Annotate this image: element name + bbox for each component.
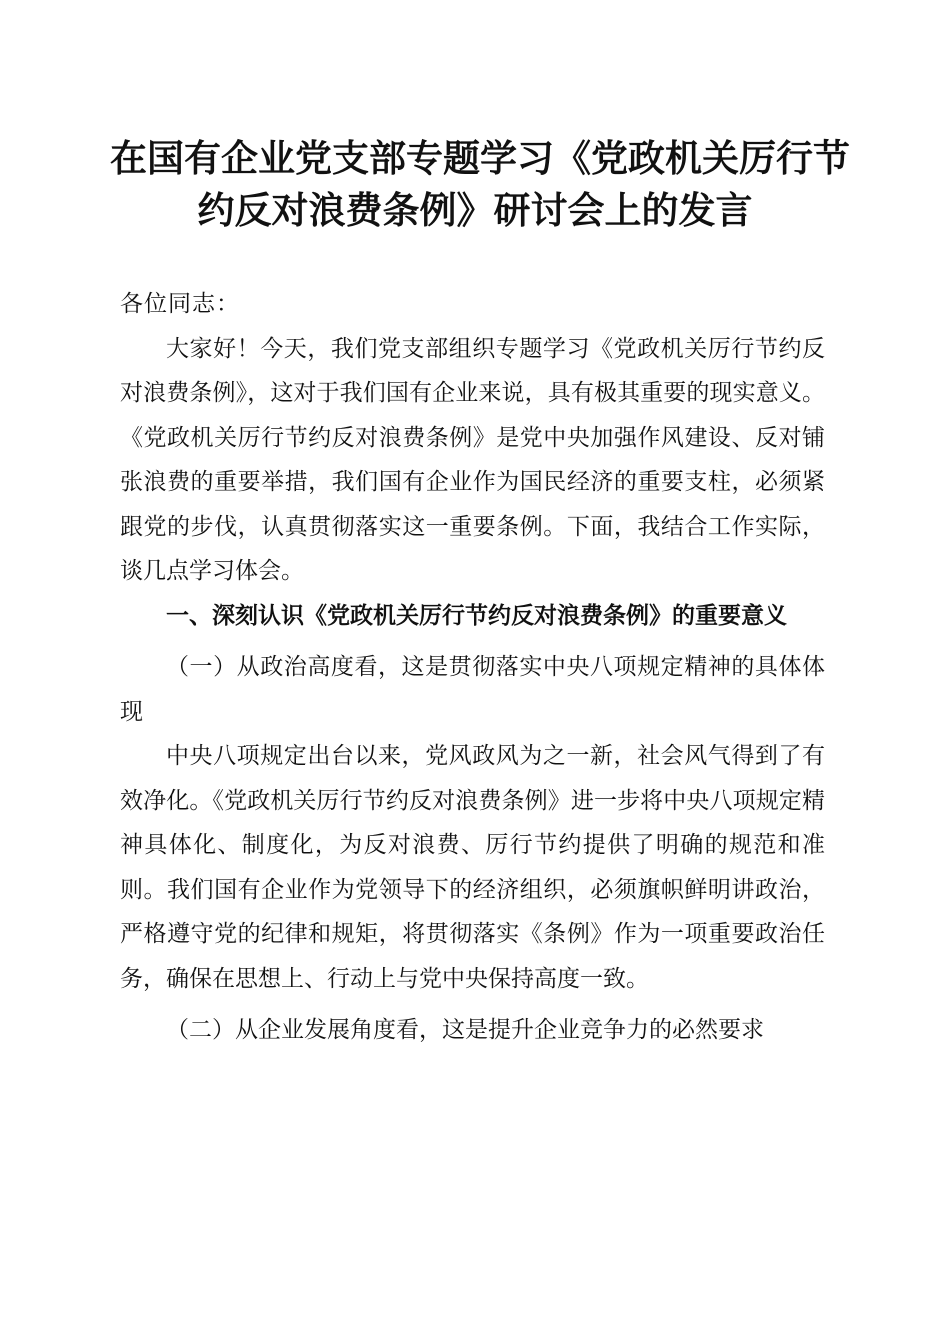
subsection-1-paragraph: 中央八项规定出台以来，党风政风为之一新，社会风气得到了有效净化。《党政机关厉行节约反对浪费条例》进一步将中央八项规定精神具体化、制度化，为反对浪费、厉行节约提供了明确的规范和准则。我们国有企业作为党领导下的经济组织，必须旗帜鲜明讲政治，严格遵守党的纪律和规矩，将贯彻落实《条例》作为一项重要政治任务，确保在思想上、行动上与党中央保持高度一致。 <box>120 743 825 992</box>
section-1-heading: 一、深刻认识《党政机关厉行节约反对浪费条例》的重要意义 <box>166 602 787 629</box>
intro-paragraph: 大家好！今天，我们党支部组织专题学习《党政机关厉行节约反对浪费条例》，这对于我们国有企业来说，具有极其重要的现实意义。《党政机关厉行节约反对浪费条例》是党中央加强作风建设、反对铺张浪费的重要举措，我们国有企业作为国民经济的重要支柱，必须紧跟党的步伐，认真贯彻落实这一重要条例。下面，我结合工作实际，谈几点学习体会。 <box>120 335 825 584</box>
title-line-2: 约反对浪费条例》研讨会上的发言 <box>197 188 753 232</box>
greeting: 各位同志： <box>120 291 240 317</box>
subsection-1-heading: （一）从政治高度看，这是贯彻落实中央八项规定精神的具体体现 <box>120 654 825 725</box>
title-line-1: 在国有企业党支部专题学习《党政机关厉行节 <box>110 136 850 180</box>
subsection-2-heading: （二）从企业发展角度看，这是提升企业竞争力的必然要求 <box>166 1017 764 1043</box>
document-title <box>110 132 850 236</box>
document-body <box>120 282 825 1053</box>
